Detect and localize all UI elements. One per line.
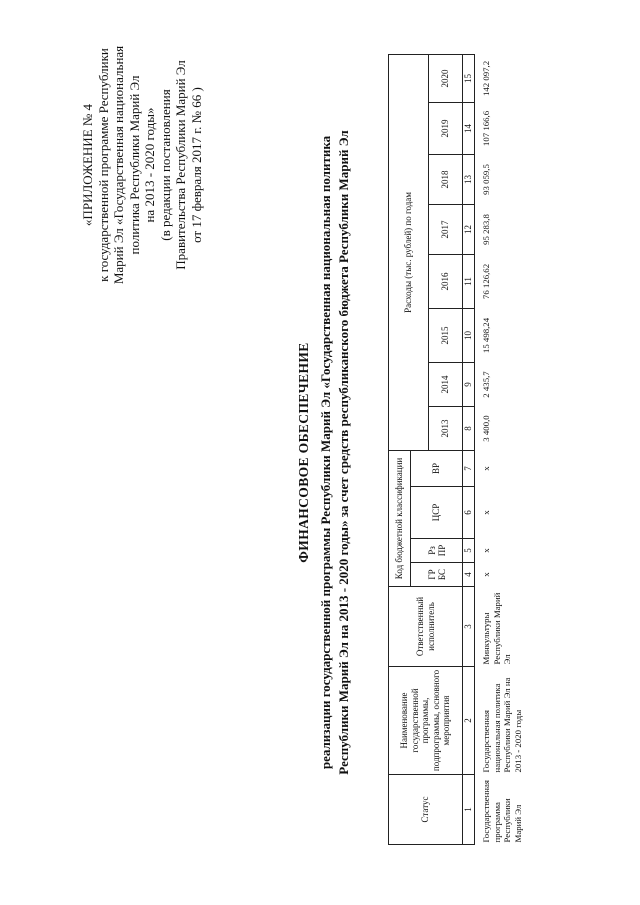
- header-year: 2016: [429, 254, 463, 308]
- cell-csr: x: [481, 510, 491, 515]
- cell-executor: Минкультуры Республики Марий Эл: [481, 592, 512, 665]
- header-name: Наименование государственной программы, подпрограммы, основного мероприятия: [389, 667, 463, 775]
- appendix-line: от 17 февраля 2017 г. № 66 ): [188, 87, 204, 243]
- column-number: 12: [463, 204, 475, 254]
- header-expenses: Расходы (тыс. рублей) по годам: [389, 54, 429, 450]
- cell-expense: 3 400,0: [481, 415, 491, 442]
- cell-vr: x: [481, 466, 491, 471]
- appendix-line: (в редакции постановления: [157, 89, 173, 241]
- appendix-line: Марий Эл «Государственная национальная: [111, 45, 126, 285]
- appendix-line: к государственной программе Республики: [95, 48, 111, 282]
- column-number: 6: [463, 487, 475, 539]
- cell-expense: 95 283,8: [481, 214, 491, 245]
- header-year: 2017: [429, 204, 463, 254]
- column-number: 1: [463, 775, 475, 845]
- appendix-line: «ПРИЛОЖЕНИЕ № 4: [80, 103, 95, 227]
- header-vr: ВР: [411, 450, 463, 486]
- cell-status: Государственная программа Республики Марий Эл: [481, 780, 523, 843]
- header-year: 2019: [429, 102, 463, 154]
- column-number: 4: [463, 563, 475, 587]
- column-number: 10: [463, 308, 475, 362]
- column-number: 9: [463, 362, 475, 406]
- header-rzpr: Рз ПР: [411, 539, 463, 563]
- column-number: 15: [463, 54, 475, 102]
- cell-expense: 142 097,2: [481, 60, 491, 97]
- header-year: 2020: [429, 54, 463, 102]
- header-budget-code: Код бюджетной классификации: [389, 450, 411, 586]
- appendix-note: [80, 45, 204, 285]
- cell-expense: 76 126,62: [481, 263, 491, 300]
- table-row: [475, 54, 525, 844]
- cell-expense: 15 498,24: [481, 317, 491, 354]
- header-grbs: ГР БС: [411, 563, 463, 587]
- cell-expense: 107 166,6: [481, 110, 491, 147]
- appendix-line: на 2013 - 2020 годы»: [142, 107, 157, 223]
- column-number-row: [463, 54, 475, 844]
- column-number: 13: [463, 154, 475, 204]
- cell-name: Государственная национальная политика Республики Марий Эл на 2013 - 2020 годы: [481, 677, 523, 773]
- header-year: 2015: [429, 308, 463, 362]
- appendix-line: политика Республики Марий Эл: [126, 75, 142, 255]
- financing-table: [388, 54, 524, 845]
- header-year: 2013: [429, 406, 463, 450]
- column-number: 8: [463, 406, 475, 450]
- column-number: 7: [463, 450, 475, 486]
- header-csr: ЦСР: [411, 487, 463, 539]
- header-year: 2018: [429, 154, 463, 204]
- cell-grbs: x: [481, 572, 491, 577]
- column-number: 2: [463, 667, 475, 775]
- appendix-line: Правительства Республики Марий Эл: [173, 60, 188, 270]
- document-subtitle-line-1: реализации государственной программы Республики Марий Эл «Государственная национальная политика: [318, 135, 333, 770]
- document-subtitle-line-2: Республики Марий Эл на 2013 - 2020 годы» за счет средств республиканского бюджета Республики Марий Эл: [336, 130, 351, 775]
- document-title: ФИНАНСОВОЕ ОБЕСПЕЧЕНИЕ: [296, 342, 311, 563]
- cell-rzpr: x: [481, 548, 491, 553]
- column-number: 3: [463, 587, 475, 667]
- cell-expense: 93 059,5: [481, 164, 491, 195]
- header-status: Статус: [389, 775, 463, 845]
- column-number: 5: [463, 539, 475, 563]
- cell-expense: 2 435,7: [481, 371, 491, 398]
- header-executor: Ответственный исполнитель: [389, 587, 463, 667]
- column-number: 11: [463, 254, 475, 308]
- header-year: 2014: [429, 362, 463, 406]
- column-number: 14: [463, 102, 475, 154]
